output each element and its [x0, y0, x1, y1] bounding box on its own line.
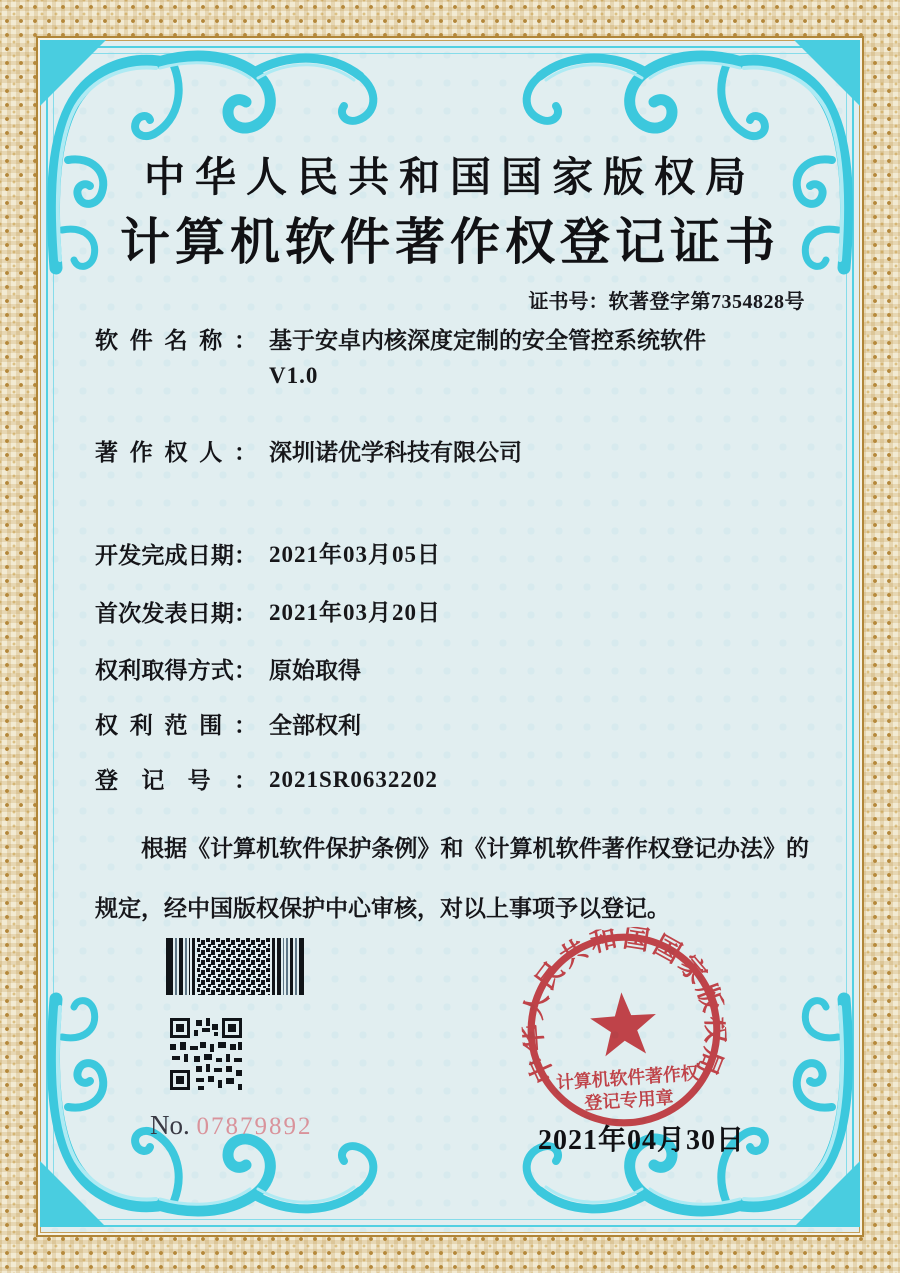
- certificate-number-value: 软著登字第7354828号: [608, 291, 805, 313]
- page-title: 计算机软件著作权登记证书: [120, 214, 780, 270]
- issuer-title: 中华人民共和国国家版权局: [144, 154, 756, 200]
- field-dev-complete-date: [95, 537, 441, 573]
- serial-number: [150, 1110, 313, 1141]
- field-label: 开发完成日期：: [95, 542, 257, 568]
- field-right-acquisition: [95, 652, 361, 688]
- field-registration-number: [95, 762, 438, 798]
- field-label: 权利取得方式：: [95, 657, 257, 683]
- field-value: 2021年03月05日: [269, 542, 441, 567]
- field-label: 著作权人：: [95, 439, 257, 465]
- field-copyright-owner: [95, 434, 522, 470]
- issue-date: 2021年04月30日: [538, 1125, 746, 1156]
- qr-code-image: [168, 1016, 244, 1092]
- star-icon: [589, 990, 659, 1057]
- field-value: 全部权利: [269, 712, 361, 738]
- certificate-number-line: [529, 285, 806, 314]
- seal-line1: 计算机软件著作权: [555, 1062, 700, 1093]
- software-name-line1: 基于安卓内核深度定制的安全管控系统软件: [269, 327, 706, 353]
- field-label: 权利范围：: [95, 712, 257, 738]
- field-first-publish-date: [95, 595, 441, 631]
- field-label: 登记号：: [95, 767, 257, 793]
- field-value: 原始取得: [269, 657, 361, 683]
- field-value: 2021SR0632202: [269, 767, 438, 792]
- serial-value: 07879892: [196, 1113, 313, 1140]
- barcode-image: [166, 938, 304, 995]
- official-seal: [515, 921, 733, 1139]
- seal-line2: 登记专用章: [583, 1087, 675, 1114]
- registration-statement: 根据《计算机软件保护条例》和《计算机软件著作权登记办法》的规定，经中国版权保护中心审核，对以上事项予以登记。: [95, 835, 809, 921]
- field-right-scope: [95, 707, 361, 743]
- field-value: 深圳诺优学科技有限公司: [269, 439, 522, 465]
- certificate-number-label: 证书号：: [528, 291, 609, 313]
- field-value: 2021年03月20日: [269, 600, 441, 625]
- field-label: 首次发表日期：: [95, 600, 257, 626]
- field-value: [269, 322, 706, 394]
- serial-label: No.: [150, 1110, 190, 1140]
- seal-ring-text: 中华人民共和国国家版权局: [516, 922, 731, 1088]
- field-software-name: [95, 322, 706, 394]
- field-label: 软件名称：: [95, 327, 257, 353]
- software-name-line2: V1.0: [269, 363, 319, 388]
